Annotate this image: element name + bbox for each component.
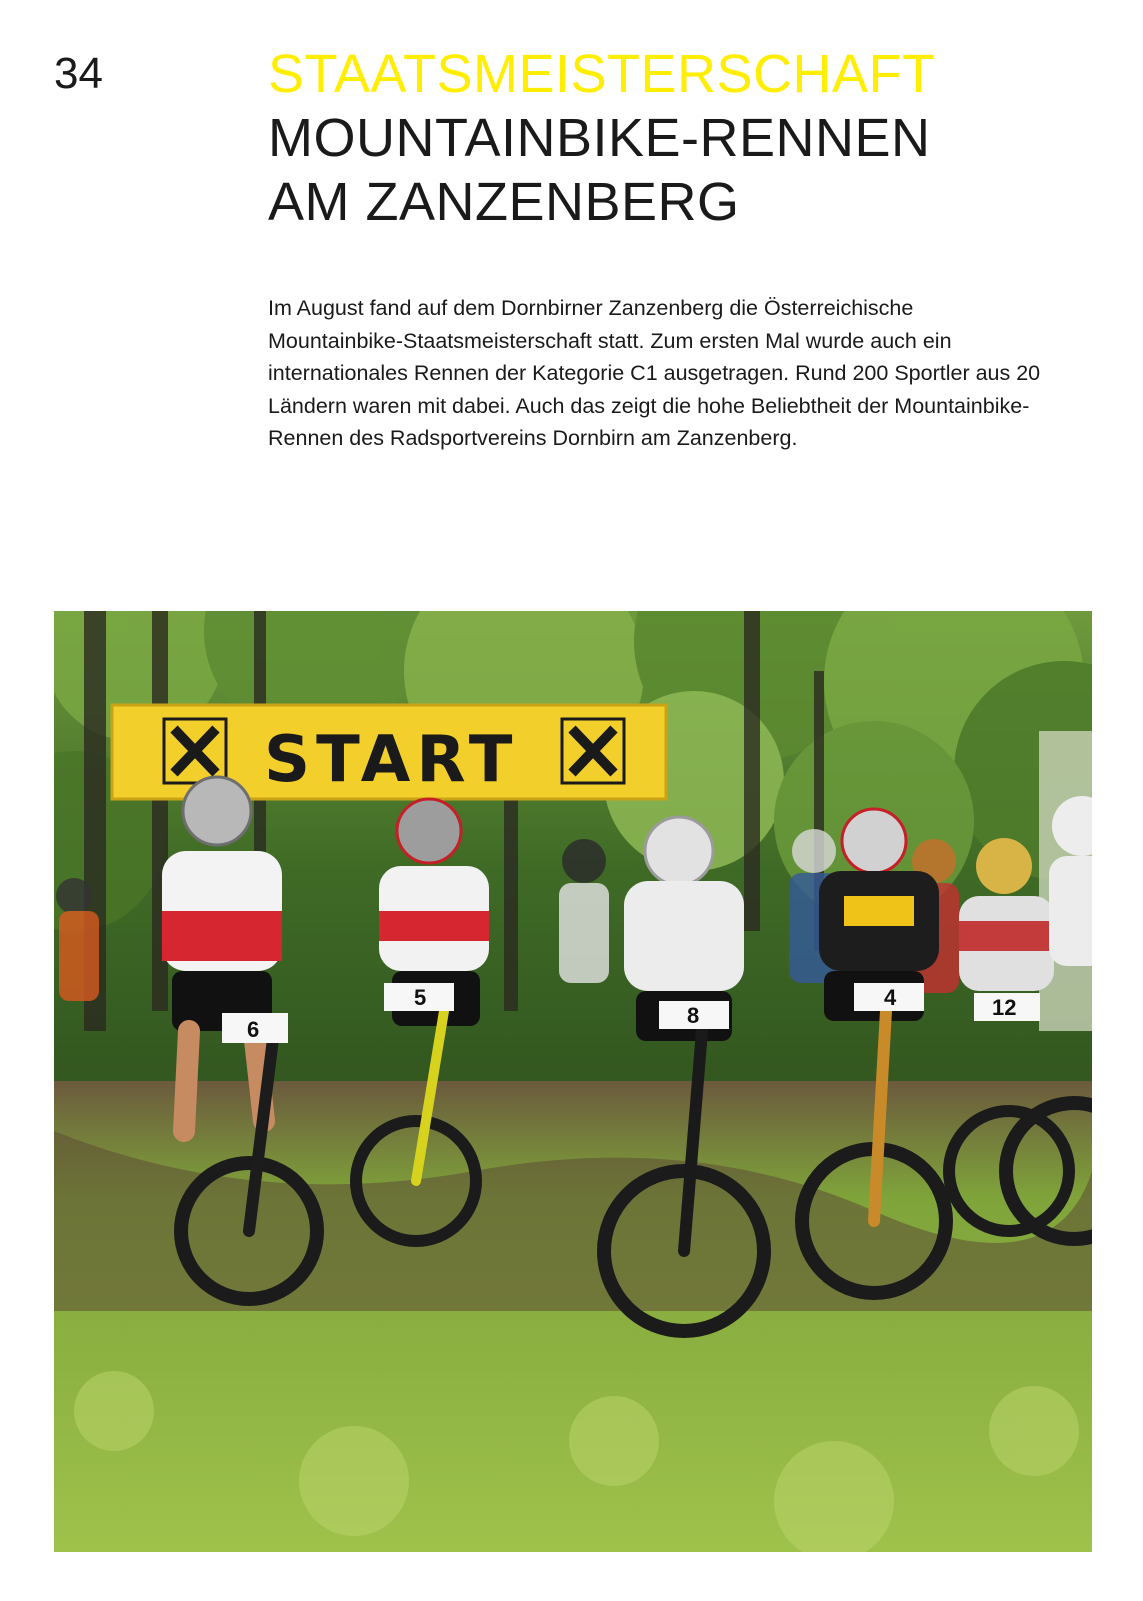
grass-ground	[54, 1081, 1092, 1552]
start-banner-text: START	[264, 723, 519, 797]
article-title-line-1: MOUNTAINBIKE-RENNEN	[268, 108, 931, 168]
article-title-line-2: AM ZANZENBERG	[268, 172, 740, 232]
race-start-photo	[54, 611, 1092, 1552]
race-number-8: 8	[687, 1003, 700, 1028]
article-heading	[268, 42, 1088, 234]
raiffeisen-logo-left	[164, 719, 226, 783]
race-number-4: 4	[884, 985, 897, 1010]
page-number: 34	[54, 49, 103, 98]
race-number-12: 12	[992, 995, 1017, 1020]
race-number-5: 5	[414, 985, 427, 1010]
raiffeisen-logo-right	[562, 719, 624, 783]
race-number-6: 6	[247, 1017, 260, 1042]
article-intro: Im August fand auf dem Dornbirner Zanzenberg die Österreichische Mountainbike-Staatsmeisterschaft statt. Zum ersten Mal wurde auch ein internationales Rennen der Kategorie C1 ausgetragen. Rund 200 Sportler aus 20 Ländern waren mit dabei. Auch das zeigt die hohe Beliebtheit der Mountainbike-Rennen des Radsportvereins Dornbirn am Zanzenberg.	[268, 296, 1041, 450]
article-kicker: STAATSMEISTERSCHAFT	[268, 44, 936, 104]
